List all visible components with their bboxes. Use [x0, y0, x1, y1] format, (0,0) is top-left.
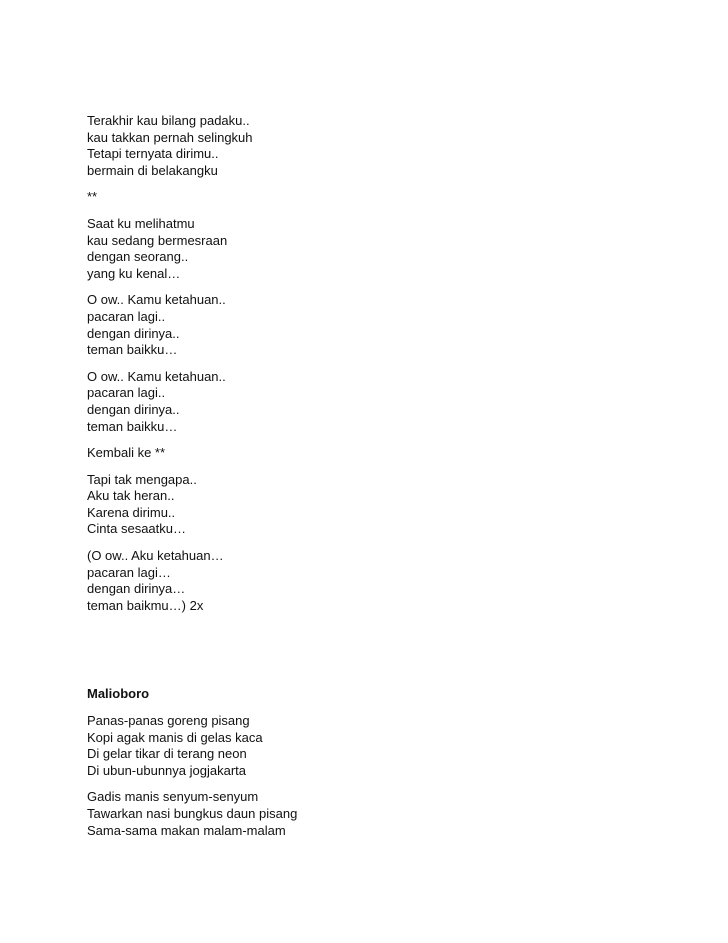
stanza [87, 713, 647, 779]
stanza [87, 445, 647, 462]
lyric-line: kau takkan pernah selingkuh [87, 129, 253, 145]
lyric-line: pacaran lagi… [87, 564, 171, 580]
lyric-line: O ow.. Kamu ketahuan.. [87, 292, 226, 308]
lyric-line: teman baikmu…) 2x [87, 597, 204, 613]
song-lyrics-1 [87, 113, 647, 614]
stanza [87, 113, 647, 179]
stanza [87, 472, 647, 538]
lyric-line: dengan dirinya… [87, 581, 186, 597]
section-spacer [87, 624, 647, 686]
lyric-line: Di gelar tikar di terang neon [87, 746, 247, 762]
lyric-line: Panas-panas goreng pisang [87, 713, 250, 729]
song-title: Malioboro [87, 686, 150, 702]
lyric-line: Cinta sesaatku… [87, 521, 186, 537]
lyric-line: Tetapi ternyata dirimu.. [87, 146, 219, 162]
lyric-line: Di ubun-ubunnya jogjakarta [87, 762, 246, 778]
stanza [87, 189, 647, 206]
lyric-line: bermain di belakangku [87, 162, 218, 178]
lyric-line: Aku tak heran.. [87, 488, 175, 504]
lyric-line: yang ku kenal… [87, 265, 181, 281]
lyric-line: dengan dirinya.. [87, 325, 180, 341]
lyric-line: Gadis manis senyum-senyum [87, 789, 259, 805]
lyric-line: pacaran lagi.. [87, 308, 166, 324]
lyric-line: Sama-sama makan malam-malam [87, 822, 286, 838]
lyric-line: kau sedang bermesraan [87, 232, 228, 248]
lyric-line: Tapi tak mengapa.. [87, 471, 197, 487]
song-lyrics-2 [87, 686, 647, 839]
stanza [87, 292, 647, 358]
stanza [87, 216, 647, 282]
chorus-marker: ** [87, 189, 98, 205]
stanza [87, 548, 647, 614]
lyric-line: dengan seorang.. [87, 249, 189, 265]
stanza [87, 789, 647, 839]
lyric-line: Kembali ke ** [87, 445, 166, 461]
document-content [87, 113, 647, 849]
lyric-line: teman baikku… [87, 418, 178, 434]
stanza [87, 369, 647, 435]
lyric-line: Terakhir kau bilang padaku.. [87, 113, 250, 128]
lyric-line: dengan dirinya.. [87, 401, 180, 417]
lyric-line: O ow.. Kamu ketahuan.. [87, 368, 226, 384]
lyric-line: Saat ku melihatmu [87, 215, 195, 231]
lyric-line: pacaran lagi.. [87, 385, 166, 401]
lyric-line: Tawarkan nasi bungkus daun pisang [87, 806, 298, 821]
lyric-line: Kopi agak manis di gelas kaca [87, 729, 263, 745]
lyric-line: teman baikku… [87, 342, 178, 358]
lyric-line: Karena dirimu.. [87, 504, 176, 520]
lyric-line: (O ow.. Aku ketahuan… [87, 548, 224, 564]
